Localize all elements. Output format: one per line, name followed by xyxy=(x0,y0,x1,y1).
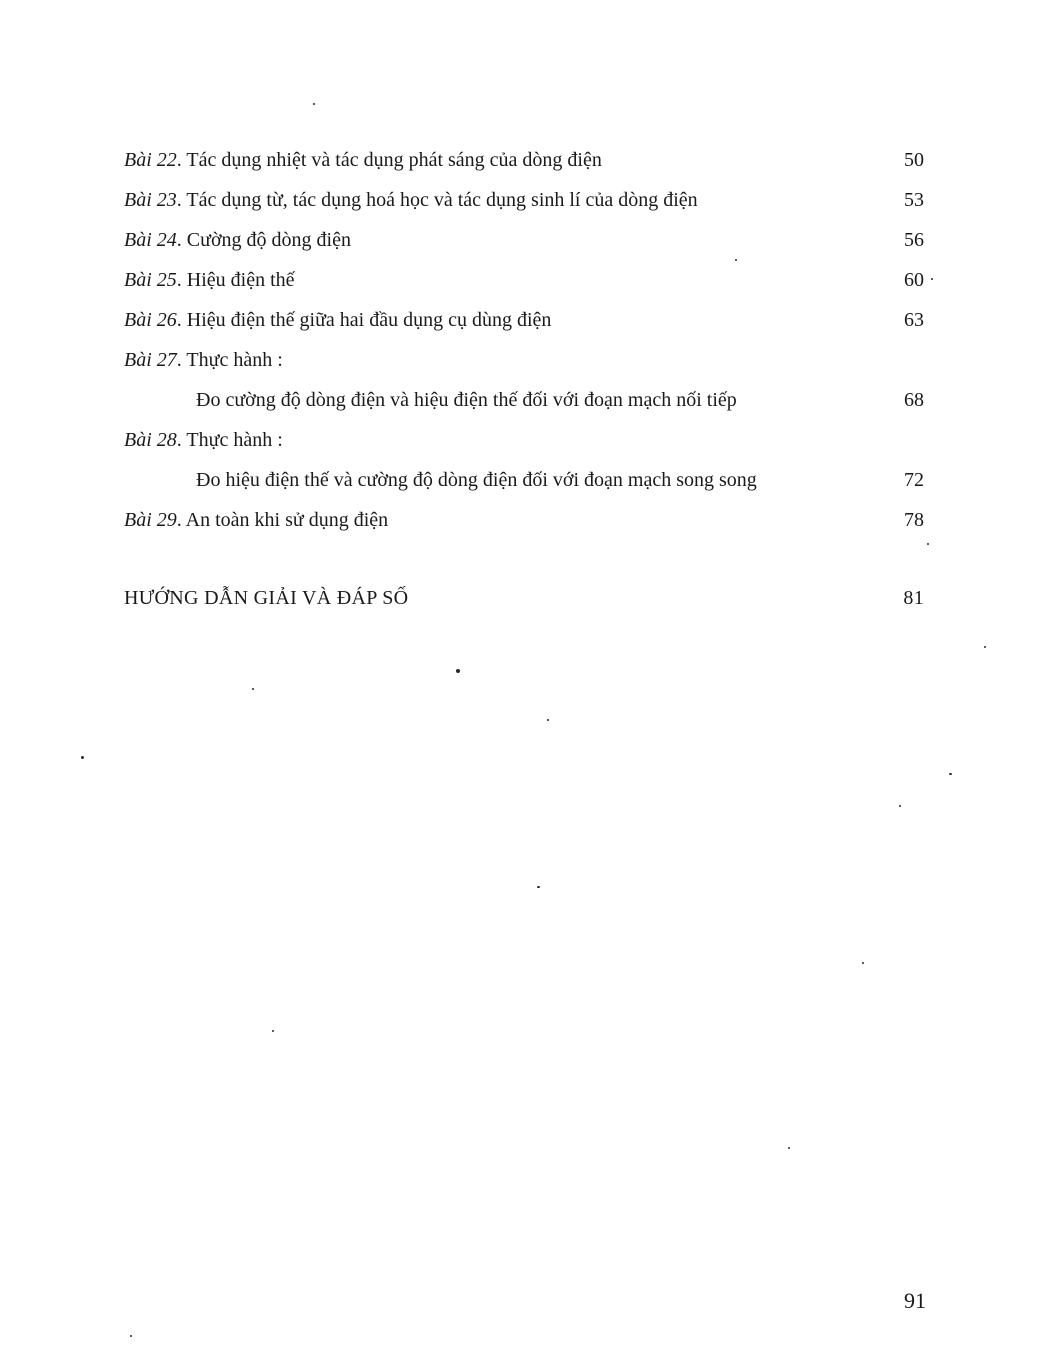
lesson-label: Bài 24 xyxy=(124,229,177,251)
toc-entry-bai-27 xyxy=(124,340,930,380)
scan-speck xyxy=(788,1147,790,1149)
page-ref: 63 xyxy=(904,309,924,331)
lesson-title: . Hiệu điện thế xyxy=(176,269,295,291)
lesson-title: Đo hiệu điện thế và cường độ dòng điện đối với đoạn mạch song song xyxy=(196,469,757,491)
section-gap xyxy=(124,540,930,578)
scan-speck xyxy=(456,669,460,673)
toc-section-answers xyxy=(124,578,930,618)
scan-speck xyxy=(547,719,549,721)
lesson-label: Bài 26 xyxy=(124,309,177,331)
scan-speck xyxy=(931,278,933,280)
lesson-title: . Cường độ dòng điện xyxy=(176,229,351,251)
lesson-label: Bài 25 xyxy=(124,269,177,291)
scan-speck xyxy=(927,543,929,545)
page-ref: 60 xyxy=(904,269,924,291)
lesson-title: . Thực hành : xyxy=(176,429,283,451)
page-number: 91 xyxy=(904,1288,926,1313)
toc-entry-bai-22 xyxy=(124,140,930,180)
lesson-title: . An toàn khi sử dụng điện xyxy=(176,509,389,531)
scan-speck xyxy=(272,1030,274,1032)
toc-subentry-bai-27 xyxy=(124,380,930,420)
lesson-title: . Thực hành : xyxy=(176,349,283,371)
lesson-title: . Tác dụng từ, tác dụng hoá học và tác dụng sinh lí của dòng điện xyxy=(176,189,698,211)
toc-entry-bai-29 xyxy=(124,500,930,540)
scan-speck xyxy=(130,1335,132,1337)
page-ref: 50 xyxy=(904,149,924,171)
table-of-contents xyxy=(124,140,930,618)
scan-speck xyxy=(81,756,84,759)
lesson-label: Bài 29 xyxy=(124,509,177,531)
toc-entry-bai-24 xyxy=(124,220,930,260)
lesson-label: Bài 23 xyxy=(124,189,177,211)
page-ref: 53 xyxy=(904,189,924,211)
lesson-label: Bài 22 xyxy=(124,149,177,171)
page-ref: 68 xyxy=(904,389,924,411)
toc-entry-bai-23 xyxy=(124,180,930,220)
lesson-title: . Tác dụng nhiệt và tác dụng phát sáng của dòng điện xyxy=(176,149,602,171)
lesson-label: Bài 28 xyxy=(124,429,177,451)
lesson-title: Đo cường độ dòng điện và hiệu điện thế đối với đoạn mạch nối tiếp xyxy=(196,389,737,411)
scan-speck xyxy=(899,805,901,807)
scan-speck xyxy=(313,103,315,105)
scan-speck xyxy=(949,773,952,775)
scan-speck xyxy=(537,886,540,888)
toc-entry-bai-25 xyxy=(124,260,930,300)
lesson-title: . Hiệu điện thế giữa hai đầu dụng cụ dùng điện xyxy=(176,309,552,331)
toc-entry-bai-26 xyxy=(124,300,930,340)
toc-subentry-bai-28 xyxy=(124,460,930,500)
page-ref: 78 xyxy=(904,509,924,531)
scan-speck xyxy=(862,962,864,964)
page-ref: 81 xyxy=(903,587,924,609)
section-title: HƯỚNG DẪN GIẢI VÀ ĐÁP SỐ xyxy=(124,587,409,609)
page-ref: 72 xyxy=(904,469,924,491)
scan-speck xyxy=(252,688,254,690)
scan-speck xyxy=(735,259,737,261)
toc-entry-bai-28 xyxy=(124,420,930,460)
page-ref: 56 xyxy=(904,229,924,251)
scan-speck xyxy=(984,646,986,648)
lesson-label: Bài 27 xyxy=(124,349,177,371)
